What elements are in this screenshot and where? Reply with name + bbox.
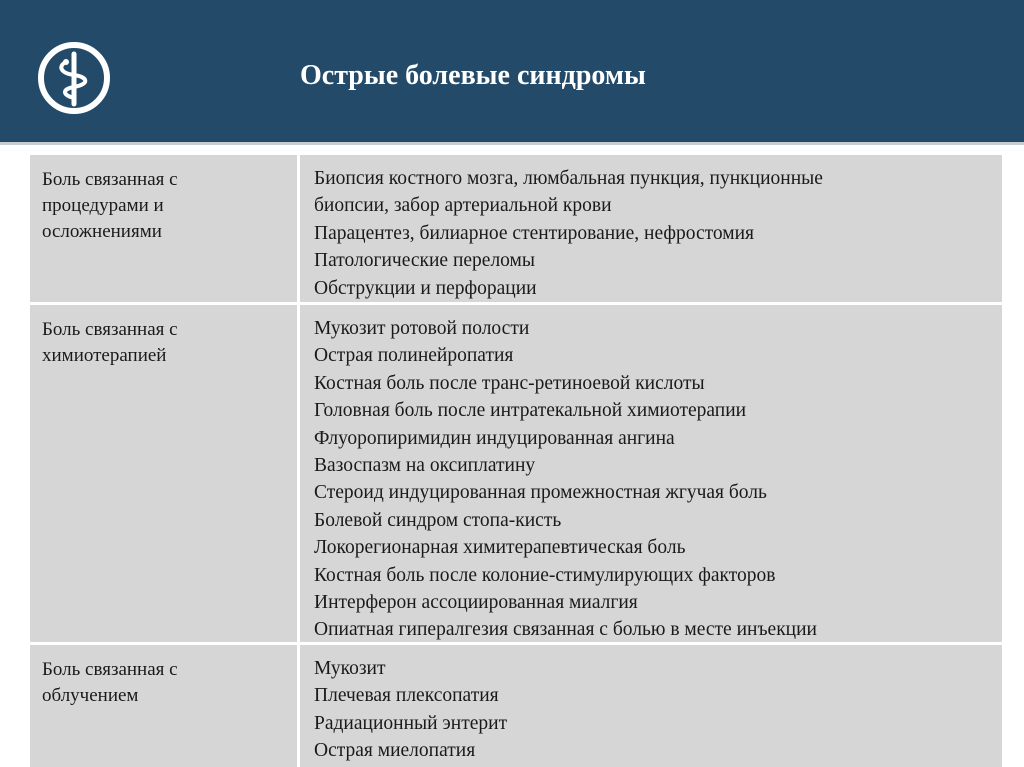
slide-header [0, 0, 1024, 145]
list-item: биопсии, забор артериальной крови [314, 195, 612, 217]
table-row [30, 155, 1002, 305]
list-item: Обструкции и перфорации [314, 277, 537, 299]
list-item: Биопсия костного мозга, люмбальная пункция, пункционные [314, 168, 823, 189]
list-item: Стероид индуцированная промежностная жгучая боль [314, 482, 767, 504]
list-item: Острая миелопатия [314, 740, 476, 762]
list-item: Локорегионарная химитерапевтическая боль [314, 537, 686, 559]
list-item: Костная боль после транс-ретиноевой кислоты [314, 372, 705, 394]
list-item: Парацентез, билиарное стентирование, нефростомия [314, 222, 755, 244]
row-items [300, 645, 1002, 767]
list-item: Патологические переломы [314, 250, 535, 272]
row-category [30, 645, 300, 767]
list-item: Радиационный энтерит [314, 712, 508, 734]
list-item: Болевой синдром стопа-кисть [314, 509, 562, 531]
category-line: осложнениями [42, 221, 162, 242]
table-row [30, 645, 1002, 767]
category-line: Боль связанная с [42, 169, 178, 190]
list-item: Костная боль после колоние-стимулирующих факторов [314, 564, 776, 586]
category-line: облучением [42, 685, 139, 706]
list-item: Мукозит [314, 658, 386, 679]
pain-syndromes-table [30, 155, 1002, 767]
list-item: Острая полинейропатия [314, 345, 514, 367]
category-line: процедурами и [42, 195, 164, 216]
category-line: Боль связанная с [42, 319, 178, 340]
caduceus-circle-icon [36, 40, 112, 116]
list-item: Интерферон ассоциированная миалгия [314, 592, 638, 614]
row-category [30, 155, 300, 302]
row-category [30, 305, 300, 642]
list-item: Флуоропиримидин индуцированная ангина [314, 427, 675, 449]
slide-title: Острые болевые синдромы [300, 60, 646, 91]
category-line: химиотерапией [42, 345, 167, 366]
list-item: Опиатная гипералгезия связанная с болью в месте инъекции [314, 619, 817, 641]
list-item: Плечевая плексопатия [314, 685, 499, 707]
row-items [300, 155, 1002, 302]
list-item: Вазоспазм на оксиплатину [314, 455, 536, 477]
row-items [300, 305, 1002, 642]
table-row [30, 305, 1002, 645]
category-line: Боль связанная с [42, 659, 178, 680]
list-item: Мукозит ротовой полости [314, 318, 530, 339]
list-item: Головная боль после интратекальной химиотерапии [314, 400, 747, 422]
